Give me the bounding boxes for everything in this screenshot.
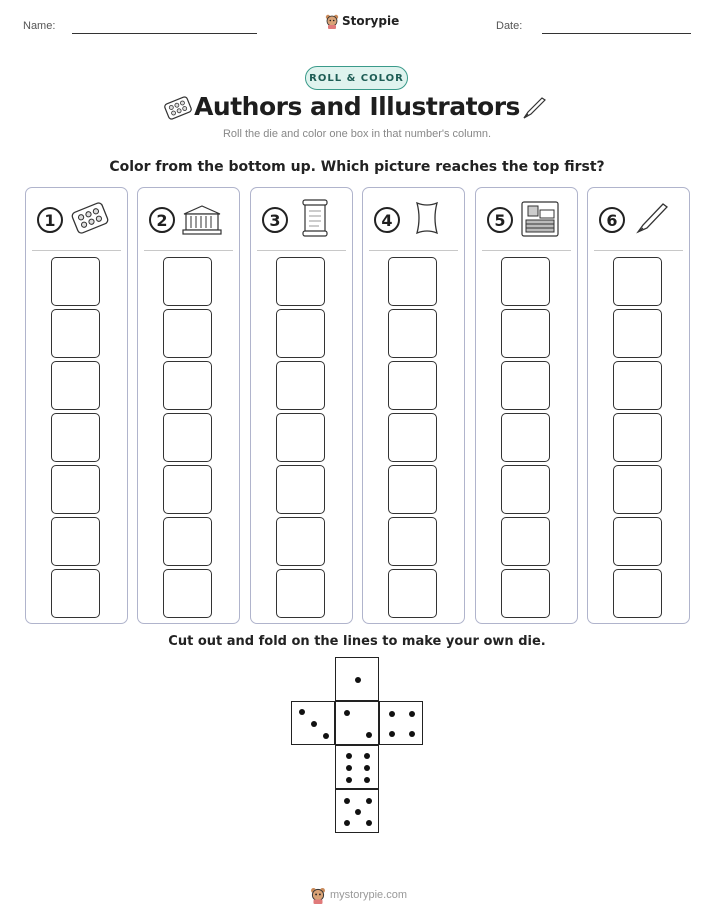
- name-line[interactable]: [72, 33, 257, 34]
- color-box[interactable]: [388, 517, 437, 566]
- column-6: [587, 187, 690, 624]
- printing-press-icon: [518, 198, 562, 238]
- die-face-1: [335, 657, 379, 701]
- quill-pen-icon: [630, 198, 674, 238]
- column-divider: [144, 250, 233, 251]
- color-box[interactable]: [501, 309, 550, 358]
- color-box[interactable]: [51, 465, 100, 514]
- color-box[interactable]: [613, 413, 662, 462]
- die-pip: [355, 677, 361, 683]
- date-line[interactable]: [542, 33, 691, 34]
- die-pip: [366, 798, 372, 804]
- bear-mascot-icon: [325, 13, 339, 29]
- color-box[interactable]: [163, 465, 212, 514]
- page-title: Authors and Illustrators: [194, 92, 520, 121]
- color-box[interactable]: [276, 465, 325, 514]
- color-box[interactable]: [613, 257, 662, 306]
- color-box[interactable]: [276, 569, 325, 618]
- color-box[interactable]: [163, 257, 212, 306]
- quill-pen-icon: [520, 94, 548, 122]
- color-box[interactable]: [501, 465, 550, 514]
- color-box[interactable]: [163, 361, 212, 410]
- column-number: 5: [487, 207, 513, 233]
- column-divider: [257, 250, 346, 251]
- color-box[interactable]: [51, 569, 100, 618]
- color-box[interactable]: [163, 309, 212, 358]
- color-box[interactable]: [388, 257, 437, 306]
- die-pip: [389, 731, 395, 737]
- color-box[interactable]: [388, 465, 437, 514]
- parchment-icon: [405, 198, 449, 238]
- column-number: 3: [262, 207, 288, 233]
- color-box[interactable]: [276, 517, 325, 566]
- color-box[interactable]: [51, 309, 100, 358]
- color-box[interactable]: [501, 257, 550, 306]
- column-3: [250, 187, 353, 624]
- die-pip: [311, 721, 317, 727]
- color-box[interactable]: [163, 517, 212, 566]
- color-box[interactable]: [388, 361, 437, 410]
- die-face-5: [335, 789, 379, 833]
- die-face-6: [335, 745, 379, 789]
- color-box[interactable]: [388, 309, 437, 358]
- column-number: 4: [374, 207, 400, 233]
- color-box[interactable]: [51, 361, 100, 410]
- column-2: [137, 187, 240, 624]
- die-pip: [344, 820, 350, 826]
- die-pip: [389, 711, 395, 717]
- column-number: 2: [149, 207, 175, 233]
- die-pip: [344, 710, 350, 716]
- color-box[interactable]: [276, 413, 325, 462]
- roll-and-color-badge: ROLL & COLOR: [305, 66, 408, 90]
- brand-name: Storypie: [342, 14, 400, 28]
- footer-url[interactable]: mystorypie.com: [330, 889, 408, 901]
- library-building-icon: [180, 198, 224, 238]
- color-box[interactable]: [613, 309, 662, 358]
- column-1: [25, 187, 128, 624]
- color-box[interactable]: [613, 361, 662, 410]
- column-4: [362, 187, 465, 624]
- paint-palette-icon: [68, 198, 112, 238]
- die-pip: [299, 709, 305, 715]
- color-box[interactable]: [51, 517, 100, 566]
- column-number: 1: [37, 207, 63, 233]
- die-pip: [366, 732, 372, 738]
- die-pip: [409, 711, 415, 717]
- die-face-4: [379, 701, 423, 745]
- column-divider: [594, 250, 683, 251]
- footer: [310, 886, 407, 904]
- scroll-icon: [293, 198, 337, 238]
- die-pip: [323, 733, 329, 739]
- subtitle: Roll the die and color one box in that number's column.: [222, 128, 492, 140]
- date-label: Date:: [496, 20, 523, 32]
- color-box[interactable]: [163, 413, 212, 462]
- name-label: Name:: [23, 20, 56, 32]
- brand-logo: [325, 13, 399, 29]
- color-box[interactable]: [501, 517, 550, 566]
- die-face-2: [335, 701, 379, 745]
- color-box[interactable]: [163, 569, 212, 618]
- die-pip: [355, 809, 361, 815]
- die-pip: [346, 753, 352, 759]
- color-box[interactable]: [276, 309, 325, 358]
- color-box[interactable]: [276, 257, 325, 306]
- bear-mascot-icon: [310, 886, 326, 904]
- color-box[interactable]: [613, 465, 662, 514]
- die-pip: [364, 765, 370, 771]
- color-box[interactable]: [613, 517, 662, 566]
- color-box[interactable]: [388, 569, 437, 618]
- color-box[interactable]: [501, 413, 550, 462]
- die-face-3: [291, 701, 335, 745]
- title-row: [0, 92, 714, 126]
- die-pip: [409, 731, 415, 737]
- die-pip: [346, 777, 352, 783]
- die-pip: [364, 753, 370, 759]
- color-box[interactable]: [51, 413, 100, 462]
- die-pip: [344, 798, 350, 804]
- die-pip: [346, 765, 352, 771]
- die-instruction: Cut out and fold on the lines to make your own die.: [168, 634, 546, 649]
- instruction: Color from the bottom up. Which picture reaches the top first?: [109, 159, 605, 175]
- column-divider: [369, 250, 458, 251]
- column-number: 6: [599, 207, 625, 233]
- column-divider: [482, 250, 571, 251]
- color-box[interactable]: [613, 569, 662, 618]
- color-box[interactable]: [276, 361, 325, 410]
- die-pip: [366, 820, 372, 826]
- color-box[interactable]: [501, 361, 550, 410]
- color-box[interactable]: [51, 257, 100, 306]
- color-box[interactable]: [501, 569, 550, 618]
- die-pip: [364, 777, 370, 783]
- column-5: [475, 187, 578, 624]
- column-divider: [32, 250, 121, 251]
- color-box[interactable]: [388, 413, 437, 462]
